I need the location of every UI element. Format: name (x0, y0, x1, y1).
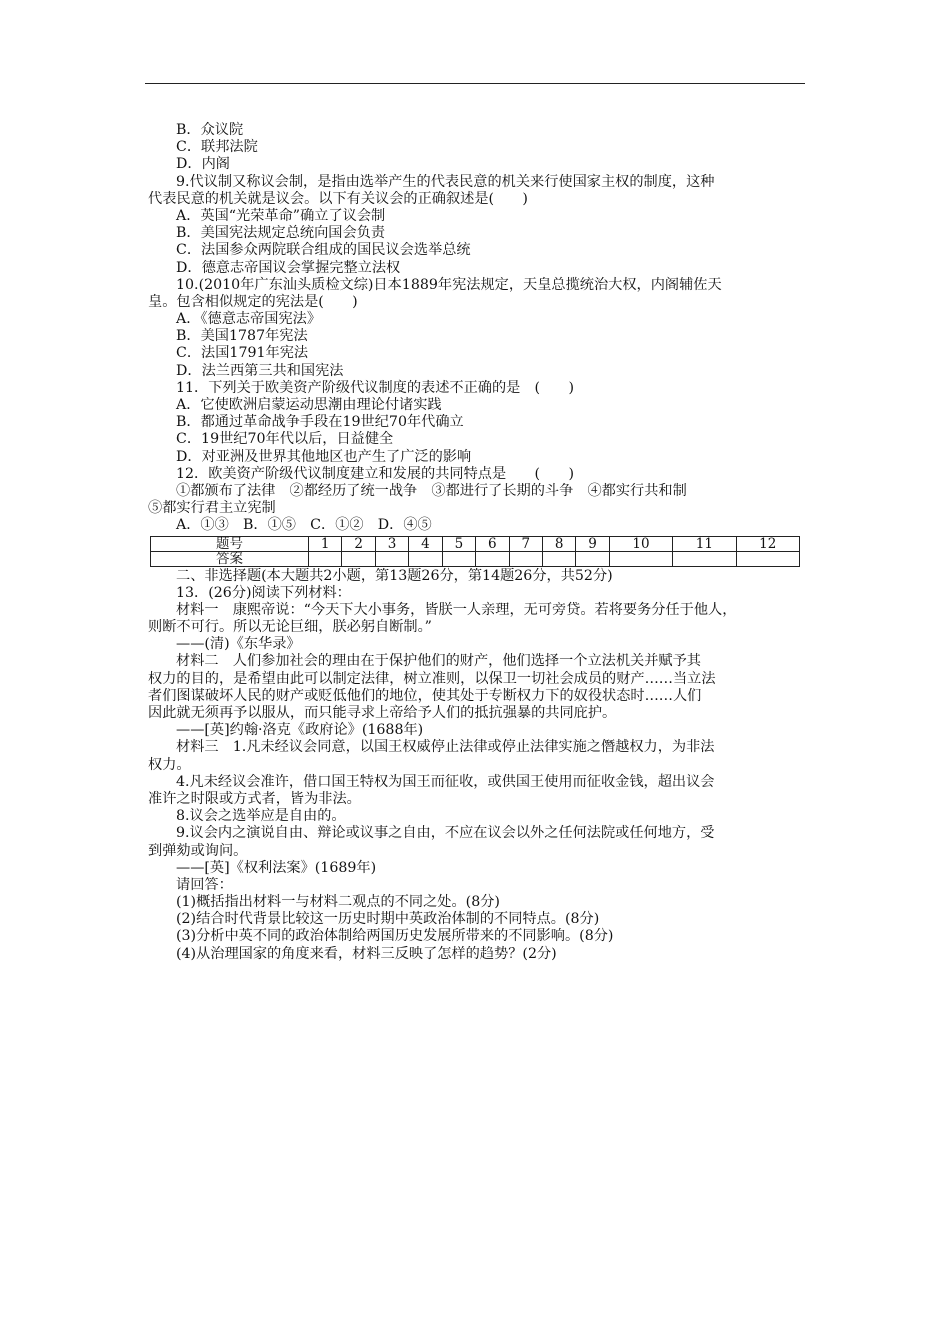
text-line: B．美国1787年宪法 (176, 328, 308, 345)
answer-cell[interactable] (673, 551, 736, 566)
text-line: B．美国宪法规定总统向国会负责 (176, 225, 386, 242)
text-line: 材料二 人们参加社会的理由在于保护他们的财产，他们选择一个立法机关并赋予其 (176, 653, 701, 670)
answer-table-number: 6 (476, 536, 509, 551)
text-line: D．内阁 (176, 156, 230, 173)
answer-cell[interactable] (609, 551, 672, 566)
answer-cell[interactable] (509, 551, 542, 566)
text-line: B．众议院 (176, 122, 244, 138)
text-line: ①都颁布了法律 ②都经历了统一战争 ③都进行了长期的斗争 ④都实行共和制 (176, 482, 687, 499)
text-line: 因此就无须再予以服从，而只能寻求上帝给予人们的抵抗强暴的共同庇护。 (148, 705, 617, 721)
text-line: A．《德意志帝国宪法》 (176, 311, 322, 328)
text-line: (4)从治理国家的角度来看，材料三反映了怎样的趋势？(2分) (176, 945, 557, 962)
text-line: 材料一 康熙帝说：“今天下大小事务，皆朕一人亲理，无可旁贷。若将要务分任于他人， (176, 601, 737, 618)
text-line: 请回答： (176, 876, 233, 893)
answer-table-number: 4 (409, 536, 442, 551)
answer-table-answer-label: 答案 (151, 551, 309, 566)
text-line: 代表民意的机关就是议会。以下有关议会的正确叙述是( ) (148, 190, 528, 207)
answer-cell[interactable] (442, 551, 475, 566)
text-line: 皇。包含相似规定的宪法是( ) (148, 293, 358, 310)
text-line: ⑤都实行君主立宪制 (148, 500, 276, 517)
text-line: ——(清)《东华录》 (176, 636, 301, 653)
text-line: 12．欧美资产阶级代议制度建立和发展的共同特点是 ( ) (176, 465, 575, 482)
text-line: 9.代议制又称议会制，是指由选举产生的代表民意的机关来行使国家主权的制度，这种 (176, 173, 715, 190)
answer-cell[interactable] (476, 551, 509, 566)
text-line: 10.(2010年广东汕头质检文综)日本1889年宪法规定，天皇总揽统治大权，内阁辅佐天 (176, 276, 722, 293)
text-line: 者们图谋破坏人民的财产或贬低他们的地位，使其处于专断权力下的奴役状态时……人们 (148, 687, 702, 704)
text-line: D．对亚洲及世界其他地区也产生了广泛的影响 (176, 448, 472, 465)
answer-cell[interactable] (542, 551, 575, 566)
text-line: 权力的目的，是希望由此可以制定法律，树立准则，以保卫一切社会成员的财产……当立法 (148, 670, 716, 687)
answer-table-number: 12 (736, 536, 799, 551)
text-line: 9.议会内之演说自由、辩论或议事之自由，不应在议会以外之任何法院或任何地方，受 (176, 825, 715, 842)
text-line: 4.凡未经议会准许，借口国王特权为国王而征收，或供国王使用而征收金钱，超出议会 (176, 773, 715, 790)
answer-cell[interactable] (375, 551, 408, 566)
text-line: C．法国参众两院联合组成的国民议会选举总统 (176, 242, 471, 259)
text-line: 13．(26分)阅读下列材料： (176, 584, 351, 601)
answer-table-number-row (151, 536, 800, 551)
answer-table (150, 536, 800, 567)
essay-question-section (148, 568, 808, 963)
text-line: 则断不可行。所以无论巨细，朕必躬自断制。” (148, 619, 432, 636)
answer-table-number: 5 (442, 536, 475, 551)
text-line: D．法兰西第三共和国宪法 (176, 362, 344, 379)
text-line: 二、非选择题(本大题共2小题，第13题26分，第14题26分，共52分) (176, 567, 613, 584)
document-body (148, 122, 808, 963)
multiple-choice-section (148, 122, 808, 535)
answer-cell[interactable] (309, 551, 342, 566)
answer-table-number: 9 (576, 536, 609, 551)
text-line: (1)概括指出材料一与材料二观点的不同之处。(8分) (176, 894, 500, 911)
text-line: B．都通过革命战争手段在19世纪70年代确立 (176, 414, 464, 431)
answer-table-number: 8 (542, 536, 575, 551)
text-line: 权力。 (148, 756, 191, 773)
answer-cell[interactable] (409, 551, 442, 566)
text-line: 8.议会之选举应是自由的。 (176, 808, 346, 825)
text-line: 到弹劾或询问。 (148, 842, 248, 859)
text-line: C．联邦法院 (176, 139, 258, 156)
text-line: A．英国“光荣革命”确立了议会制 (176, 207, 386, 224)
text-line: C．19世纪70年代以后，日益健全 (176, 431, 394, 448)
answer-table-number: 7 (509, 536, 542, 551)
answer-table-number: 3 (375, 536, 408, 551)
text-line: D．德意志帝国议会掌握完整立法权 (176, 259, 401, 276)
answer-table-answer-row (151, 551, 800, 566)
answer-table-number: 10 (609, 536, 672, 551)
answer-table-number: 1 (309, 536, 342, 551)
answer-cell[interactable] (576, 551, 609, 566)
text-line: C．法国1791年宪法 (176, 345, 309, 362)
answer-table-number-label: 题号 (151, 536, 309, 551)
answer-table-number: 11 (673, 536, 736, 551)
text-line: ——[英]约翰·洛克《政府论》(1688年) (176, 722, 424, 739)
text-line: (2)结合时代背景比较这一历史时期中英政治体制的不同特点。(8分) (176, 911, 600, 928)
text-line: 11．下列关于欧美资产阶级代议制度的表述不正确的是 ( ) (176, 379, 575, 396)
text-line: ——[英]《权利法案》(1689年) (176, 859, 377, 876)
answer-cell[interactable] (342, 551, 375, 566)
header-rule (145, 83, 805, 84)
text-line: (3)分析中英不同的政治体制给两国历史发展所带来的不同影响。(8分) (176, 928, 614, 945)
text-line: A．它使欧洲启蒙运动思潮由理论付诸实践 (176, 397, 442, 413)
answer-cell[interactable] (736, 551, 799, 566)
text-line: A．①③ B．①⑤ C．①② D．④⑤ (176, 517, 432, 534)
answer-table-number: 2 (342, 536, 375, 551)
text-line: 材料三 1.凡未经议会同意，以国王权威停止法律或停止法律实施之僭越权力，为非法 (176, 739, 715, 756)
text-line: 准许之时限或方式者，皆为非法。 (148, 790, 361, 807)
